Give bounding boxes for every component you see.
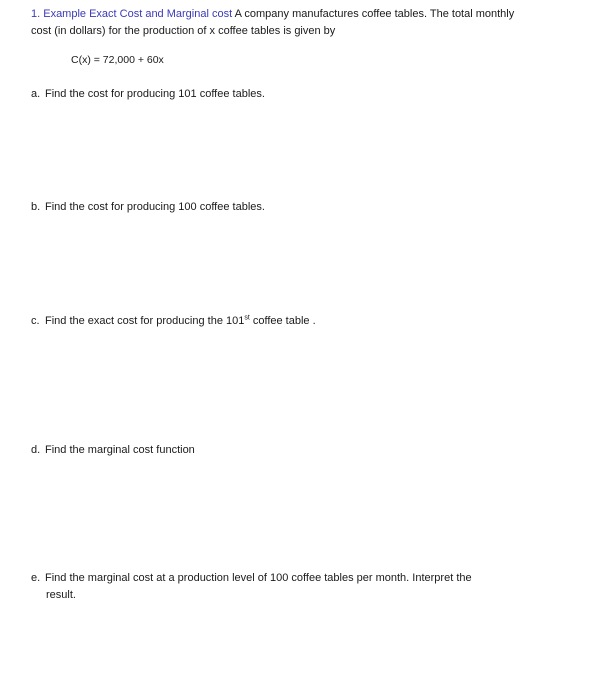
problem-text-line1: A company manufactures coffee tables. The total monthly	[232, 8, 515, 20]
question-a	[31, 86, 265, 103]
question-e-text-line2: result.	[46, 589, 76, 601]
question-e-letter: e.	[31, 572, 41, 584]
problem-intro	[31, 6, 576, 40]
question-b-text: Find the cost for producing 100 coffee tables.	[45, 201, 265, 213]
question-e-text-line1: Find the marginal cost at a production level of 100 coffee tables per month. Interpret the	[45, 572, 472, 584]
question-d-letter: d.	[31, 444, 41, 456]
problem-text-line2: cost (in dollars) for the production of x coffee tables is given by	[31, 25, 336, 37]
cost-formula: C(x) = 72,000 + 60x	[71, 54, 164, 66]
question-a-text: Find the cost for producing 101 coffee tables.	[45, 88, 265, 100]
question-d-text: Find the marginal cost function	[45, 444, 195, 456]
question-b-letter: b.	[31, 201, 41, 213]
problem-heading: 1. Example Exact Cost and Marginal cost	[31, 8, 233, 20]
question-a-letter: a.	[31, 88, 41, 100]
question-d	[31, 442, 195, 459]
question-c-superscript: st	[244, 314, 250, 322]
question-c-text-before: Find the exact cost for producing the 101	[45, 315, 245, 327]
question-b	[31, 199, 265, 216]
question-c	[31, 313, 316, 330]
question-c-letter: c.	[31, 315, 40, 327]
question-c-text-after: coffee table .	[249, 315, 316, 327]
question-e	[31, 570, 561, 604]
